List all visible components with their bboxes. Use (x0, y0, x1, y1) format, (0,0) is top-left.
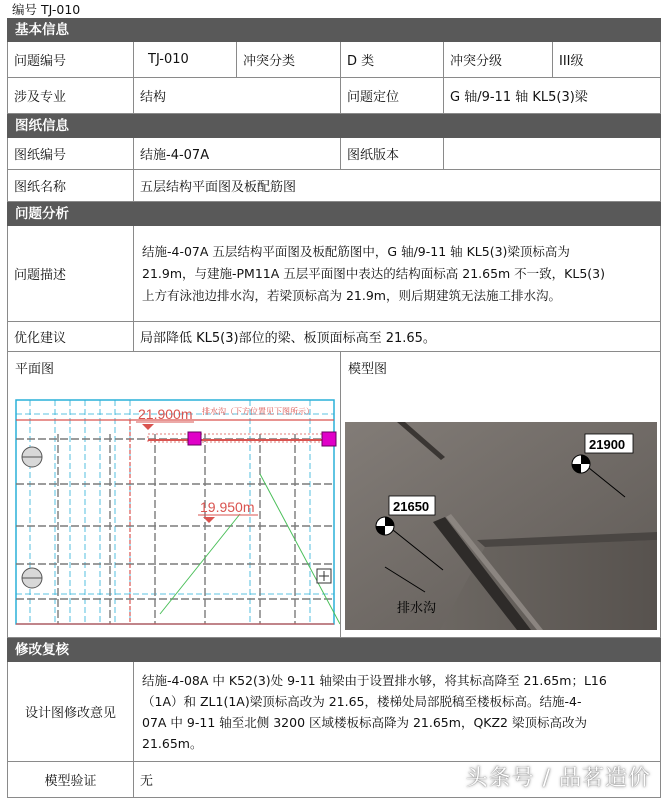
discipline-label: 涉及专业 (7, 78, 134, 114)
drawing-name-label: 图纸名称 (7, 170, 134, 202)
model-elev-right: 21900 (589, 437, 626, 452)
analysis-row-figures (7, 352, 661, 638)
drawing-row-no (7, 138, 661, 170)
drawing-version-value (444, 138, 661, 170)
drawing-row-name (7, 170, 661, 202)
document-code: 编号 TJ-010 (12, 2, 81, 17)
description-line: 上方有泳池边排水沟，若梁顶标高为 21.9m，则后期建筑无法施工排水沟。 (142, 287, 561, 303)
model-check-label: 模型验证 (7, 762, 134, 798)
plan-figure-label: 平面图 (15, 362, 55, 377)
model-render (345, 422, 657, 630)
basic-row-issue (7, 42, 661, 78)
plan-elev-mid: 19.950m (200, 499, 255, 515)
analysis-row-suggestion (7, 322, 661, 352)
model-figure-cell (341, 352, 661, 638)
discipline-value: 结构 (134, 78, 341, 114)
drawing-no-label: 图纸编号 (7, 138, 134, 170)
suggestion-label: 优化建议 (7, 322, 134, 352)
analysis-row-description (7, 226, 661, 322)
section-header-review: 修改复核 (7, 638, 661, 662)
issue-sheet (7, 18, 661, 798)
issue-no-label: 问题编号 (7, 42, 134, 78)
description-line: 21.9m，与建施-PM11A 五层平面图中表达的结构面标高 21.65m 不一致，KL5(3) (142, 265, 606, 281)
location-value: G 轴/9-11 轴 KL5(3)梁 (444, 78, 661, 114)
drawing-name-value: 五层结构平面图及板配筋图 (134, 170, 661, 202)
conflict-level-value: III级 (553, 42, 661, 78)
drawing-version-label: 图纸版本 (341, 138, 444, 170)
model-elev-left: 21650 (393, 499, 430, 514)
conflict-type-value: D 类 (341, 42, 444, 78)
section-header-analysis: 问题分析 (7, 202, 661, 226)
plan-figure-cell (7, 352, 341, 638)
design-mod-line: 21.65m。 (142, 735, 203, 751)
plan-elev-top: 21.900m (138, 406, 193, 422)
description-label: 问题描述 (7, 226, 134, 322)
design-mod-text (134, 662, 661, 762)
description-text (134, 226, 661, 322)
conflict-level-label: 冲突分级 (444, 42, 553, 78)
design-mod-line: 07A 中 9-11 轴至北侧 3200 区域楼板标高降为 21.65m，QKZ2 梁顶标高改为 (142, 714, 587, 730)
design-mod-label: 设计图修改意见 (7, 662, 134, 762)
model-check-value: 无 (134, 762, 661, 798)
design-mod-line: 结施-4-08A 中 K52(3)处 9-11 轴梁由于设置排水够，将其标高降至 21.65m；L16 (142, 672, 607, 688)
basic-row-discipline (7, 78, 661, 114)
plan-marker-magenta (188, 432, 201, 445)
watermark: 头条号 / 品茗造价 (465, 766, 651, 791)
suggestion-value: 局部降低 KL5(3)部位的梁、板顶面标高至 21.65。 (134, 322, 661, 352)
issue-no-value: TJ-010 (134, 42, 237, 78)
plan-marker-magenta (322, 432, 336, 446)
section-header-drawing: 图纸信息 (7, 114, 661, 138)
model-drain-label: 排水沟 (397, 601, 437, 616)
drawing-no-value: 结施-4-07A (134, 138, 341, 170)
design-mod-line: （1A）和 ZL1(1A)梁顶标高改为 21.65，楼梯处局部脱稿至楼板标高。结施-4- (142, 693, 582, 709)
description-line: 结施-4-07A 五层结构平面图及板配筋图中，G 轴/9-11 轴 KL5(3)梁顶标高为 (142, 243, 570, 259)
location-label: 问题定位 (341, 78, 444, 114)
plan-drawing (10, 394, 340, 630)
review-row-design (7, 662, 661, 762)
plan-drain-note: 排水沟（下方位置见下图所示） (202, 407, 314, 416)
section-header-basic: 基本信息 (7, 18, 661, 42)
model-figure-label: 模型图 (348, 362, 388, 377)
conflict-type-label: 冲突分类 (237, 42, 341, 78)
